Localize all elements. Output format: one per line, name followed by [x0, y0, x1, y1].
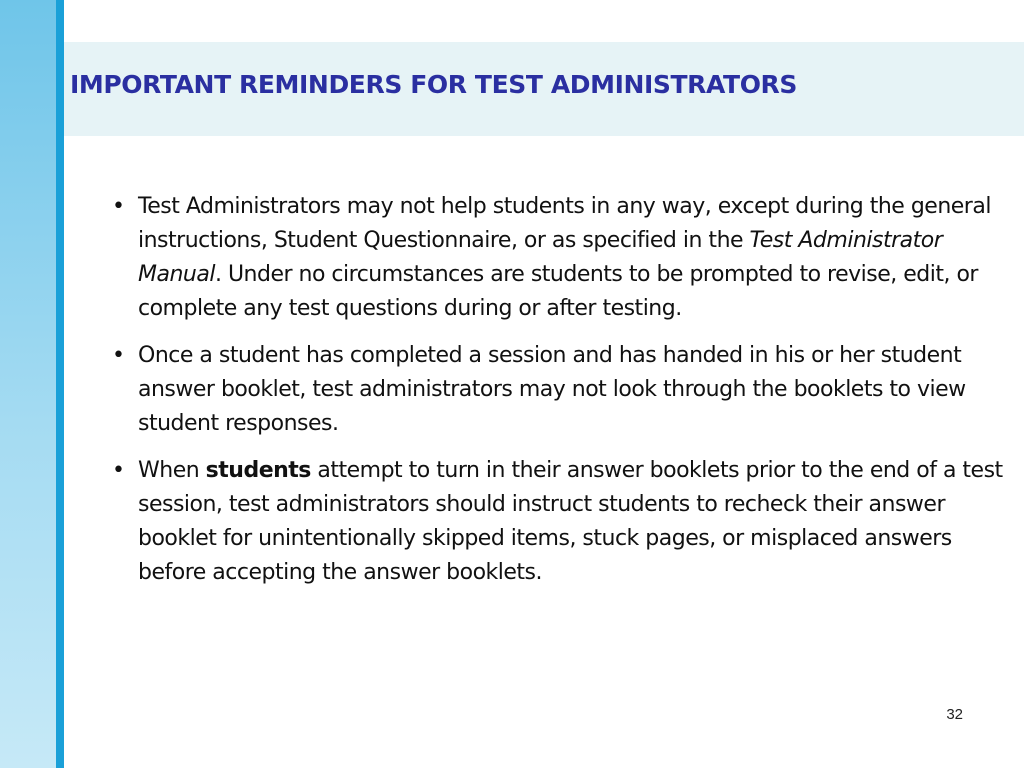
bullet-item-3	[112, 454, 1007, 590]
bullet-3-text-before: When	[138, 458, 206, 483]
bullet-2-text: Once a student has completed a session and has handed in his or her student answer booklet, test administrators may not look through the booklets to view student responses.	[138, 343, 966, 436]
slide-title: IMPORTANT REMINDERS FOR TEST ADMINISTRATORS	[70, 70, 798, 99]
bullet-list	[112, 190, 1007, 603]
bullet-1-text-before: Test Administrators may not help students in any way, except during the general instructions, Student Questionnaire, or as specified in the	[138, 194, 991, 253]
bullet-dot-icon: •	[112, 194, 125, 219]
bullet-item-2	[112, 339, 1007, 441]
bullet-1-text-after: . Under no circumstances are students to be prompted to revise, edit, or complete any test questions during or after testing.	[138, 262, 978, 321]
bullet-item-1	[112, 190, 1007, 326]
bullet-dot-icon: •	[112, 343, 125, 368]
left-decorative-band	[0, 0, 56, 768]
bullet-dot-icon: •	[112, 458, 125, 483]
students-strong: students	[205, 458, 311, 483]
bullet-3-text-after: attempt to turn in their answer booklets prior to the end of a test session, test administrators should instruct students to recheck their answer booklet for unintentionally skipped items, stuck pages, or misplaced answers before accepting the answer booklets.	[138, 458, 1003, 585]
page-number: 32	[946, 706, 963, 723]
left-decorative-stripe	[56, 0, 64, 768]
manual-title-emphasis: Test Administrator Manual	[138, 228, 943, 287]
